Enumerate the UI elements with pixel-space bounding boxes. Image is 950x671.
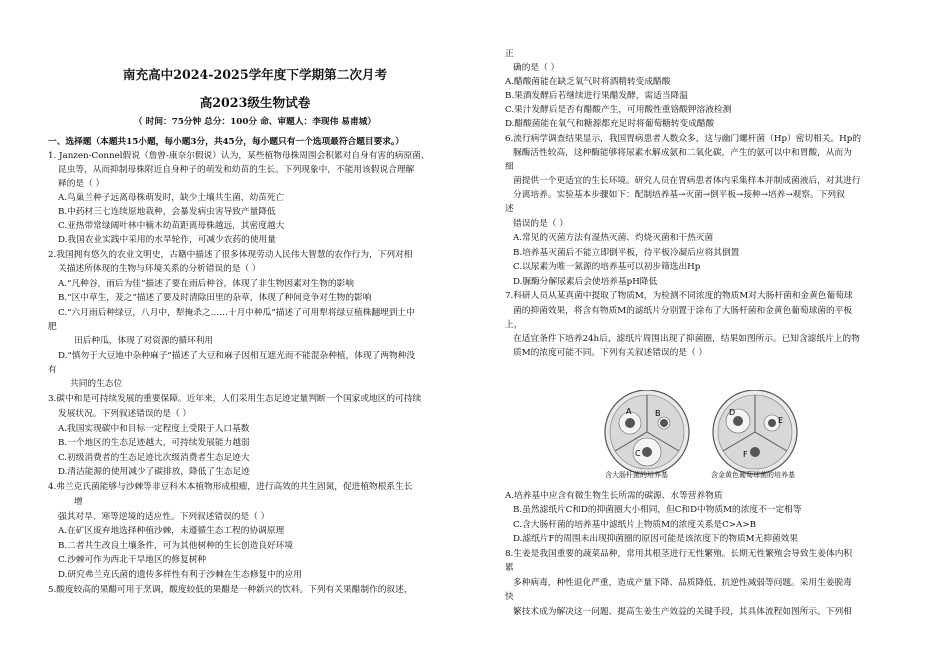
option-line: D.脲酶分解尿素后会使培养基pH降低 xyxy=(513,277,658,287)
question-line: 述 xyxy=(505,204,514,214)
question-line: 脲酶活性较高，这种酶能够将尿素水解成氨和二氧化碳，产生的氨可以中和胃酸，从而为 xyxy=(513,148,852,158)
option-line: 共同的生态位 xyxy=(70,379,123,389)
label-e: E xyxy=(778,416,784,425)
question-line: 8.生姜是我国重要的蔬菜品种，常用其根茎进行无性繁殖。长期无性繁殖会导致生姜体内积 xyxy=(505,549,853,559)
plate-1-caption: 含大肠杆菌的培养基 xyxy=(605,471,668,479)
option-line: C.以尿素为唯一氮源的培养基可以初步筛选出Hp xyxy=(513,262,701,272)
option-line: B.虽然滤纸片C和D的抑菌圈大小相同，但C和D中物质M的浓度不一定相等 xyxy=(513,505,802,515)
option-line: 有 xyxy=(48,365,57,375)
question-line: 上， xyxy=(505,320,523,330)
option-line: D.滤纸片F的周围未出现抑菌圈的原因可能是该浓度下的物质M无抑菌效果 xyxy=(513,534,798,544)
question-line: 正 xyxy=(505,49,514,59)
option-line: C.沙棘可作为西北干旱地区的修复树种 xyxy=(58,555,207,565)
question-line: 6.流行病学调查结果显示，我国胃病患者人数众多，这与幽门螺杆菌（Hp）密切相关。Hp的 xyxy=(505,134,862,144)
question-line: 昆虫等，从而抑制母株附近自身种子的萌发和幼苗的生长。下列现象中，不能用该假说合理解 xyxy=(58,165,415,175)
option-line: A.培养基中应含有微生物生长所需的碳源、水等营养物质 xyxy=(505,491,723,501)
question-line: 繁技术成为解决这一问题、提高生姜生产效益的关键手段，其具体流程如图所示。下列相 xyxy=(513,607,852,617)
option-line: C.含大肠杆菌的培养基中滤纸片上物质M的浓度关系是C>A>B xyxy=(513,520,756,530)
question-line: 分离培养。实验基本步骤如下：配制培养基→灭菌→倒平板→接种→培养→观察。下列叙 xyxy=(513,190,845,200)
section-heading: 一、选择题（本题共15小题，每小题3分，共45分，每小题只有一个选项最符合题目要求。） xyxy=(48,137,404,147)
option-line: B.果酒发酵后若继续进行果醋发酵，需适当降温 xyxy=(505,91,688,101)
question-line: 快 xyxy=(505,592,514,602)
question-line: 细 xyxy=(505,162,514,172)
option-line: C.“六月雨后种绿豆，八月中，犁掩杀之……十月中种瓜”描述了可用犁将绿豆植株翻埋到土中 xyxy=(58,308,415,318)
label-d: D xyxy=(729,408,736,417)
question-line: 累 xyxy=(505,563,514,573)
option-line: D.“慎勿于大豆地中杂种麻子”描述了大豆和麻子因相互遮光而不能混杂种植，体现了两物种没 xyxy=(58,351,416,361)
question-line: 在适宜条件下培养24h后，滤纸片周围出现了抑菌圈，结果如图所示。已知含滤纸片上的物 xyxy=(513,334,860,344)
option-line: A.我国实现碳中和目标一定程度上受限于人口基数 xyxy=(58,424,250,434)
option-line: A.“凡种谷，雨后为佳”描述了要在雨后种谷，体现了非生物因素对生物的影响 xyxy=(58,279,354,289)
exam-info: （ 时间：75分钟 总分：100分 命、审题人：李现伟 易甫城） xyxy=(133,117,377,127)
filter-paper-b xyxy=(660,419,668,427)
question-line: 7.科研人员从某真菌中提取了物质M，为检测不同浓度的物质M对大肠杆菌和金黄色葡萄球 xyxy=(505,291,853,301)
question-line: 确的是（ ） xyxy=(513,63,560,73)
question-line: 发展状况。下列叙述错误的是（ ） xyxy=(58,409,192,419)
option-line: A.常见的灭菌方法有湿热灭菌、灼烧灭菌和干热灭菌 xyxy=(513,233,714,243)
exam-title: 南充高中2024-2025学年度下学期第二次月考 xyxy=(122,67,388,82)
question-line: 菌提供一个更适宜的生长环境。研究人员在胃病患者体内采集样本并制成菌液后，对其进行 xyxy=(513,176,861,186)
option-line: C.亚热带常绿阔叶林中楠木幼苗距离母株越远，其密度越大 xyxy=(58,221,285,231)
exam-subtitle: 高2023级生物试卷 xyxy=(199,95,311,110)
question-line: 关描述所体现的生物与环境关系的分析错误的是（ ） xyxy=(58,264,261,274)
label-b: B xyxy=(655,409,661,418)
question-line: 多种病毒，种性退化严重，造成产量下降、品质降低、抗逆性减弱等问题。采用生姜脱毒 xyxy=(513,578,852,588)
option-line: B.培养基灭菌后不能立即倒平板，待平板冷凝后应将其倒置 xyxy=(513,248,740,258)
question-line: 4.弗兰克氏菌能够与沙棘等非豆科木本植物形成根瘤，进行高效的共生固氮，促进植物根系生长 xyxy=(48,482,413,492)
option-line: B.二者共生改良土壤条件，可为其他树种的生长创造良好环境 xyxy=(58,541,294,551)
label-a: A xyxy=(626,407,632,416)
question-line: 5.酸度较高的果醋可用于烹调，酸度较低的果醋是一种新兴的饮料。下列有关果醋制作的叙述， xyxy=(48,585,413,595)
option-line: C.果汁发酵后是否有醋酸产生，可用酸性重铬酸钾溶液检测 xyxy=(505,105,732,115)
question-line: 3.碳中和是可持续发展的重要保障。近年来，人们采用生态足迹定量判断一个国家或地区的可持续 xyxy=(48,394,422,404)
option-line: C.初级消费者的生态足迹比次级消费者生态足迹大 xyxy=(58,453,250,463)
option-line: B.“区中草生，茇之”描述了要及时清除田里的杂草，体现了种间竞争对生物的影响 xyxy=(58,293,372,303)
question-line: 1. Janzen-Connel假说（詹曾-康奈尔假说）认为，某些植物母株周围会积累对自身有害的病原菌、 xyxy=(48,151,430,161)
option-line: D.研究弗兰克氏菌的遗传多样性有利于沙棘在生态修复中的应用 xyxy=(58,570,302,580)
question-line: 释的是（ ） xyxy=(58,179,105,189)
option-line: D.我国农业实践中采用的水旱轮作，可减少农药的使用量 xyxy=(58,235,276,245)
plate-2-caption: 含金黄色葡萄球菌的培养基 xyxy=(711,471,795,479)
question-line: 强其对旱、寒等逆境的适应性。下列叙述错误的是（ ） xyxy=(58,512,270,522)
option-line: D.醋酸菌能在氧气和糖源都充足时将葡萄糖转变成醋酸 xyxy=(505,119,715,129)
option-line: A.鸟巢兰种子远离母株萌发时，缺少土壤共生菌，幼苗死亡 xyxy=(58,193,285,203)
question-line: 错误的是（ ） xyxy=(513,219,568,229)
option-line: D.清洁能源的使用减少了碳排放，降低了生态足迹 xyxy=(58,467,250,477)
filter-paper-c xyxy=(642,447,652,457)
question-line: 增 xyxy=(74,497,83,507)
question-line: 菌的抑菌效果，将含有物质M的滤纸片分别置于涂布了大肠杆菌和金黄色葡萄球菌的平板 xyxy=(513,306,853,316)
question-line: 质M的浓度可能不同。下列有关叙述错误的是（ ） xyxy=(513,348,708,358)
label-f: F xyxy=(743,450,748,459)
option-line: B.中药材三七连续原地栽种，会暴发病虫害导致产量降低 xyxy=(58,207,276,217)
option-line: A.在矿区废弃地选择种植沙棘，未遵循生态工程的协调原理 xyxy=(58,526,285,536)
filter-paper-d xyxy=(733,416,743,426)
option-line: B.一个地区的生态足迹越大，可持续发展能力越弱 xyxy=(58,438,250,448)
filter-paper-a xyxy=(625,418,635,428)
option-line: A.醋酸菌能在缺乏氧气时将酒精转变成醋酸 xyxy=(505,77,671,87)
filter-paper-e xyxy=(768,419,776,427)
option-line: 田后种瓜，体现了对资源的循环利用 xyxy=(74,336,213,346)
option-line: 肥 xyxy=(48,322,57,332)
filter-paper-f xyxy=(750,447,760,457)
label-c: C xyxy=(635,449,641,458)
question-line: 2.我国拥有悠久的农业文明史，古籍中描述了很多体现劳动人民伟大智慧的农作行为，下列对相 xyxy=(48,250,413,260)
